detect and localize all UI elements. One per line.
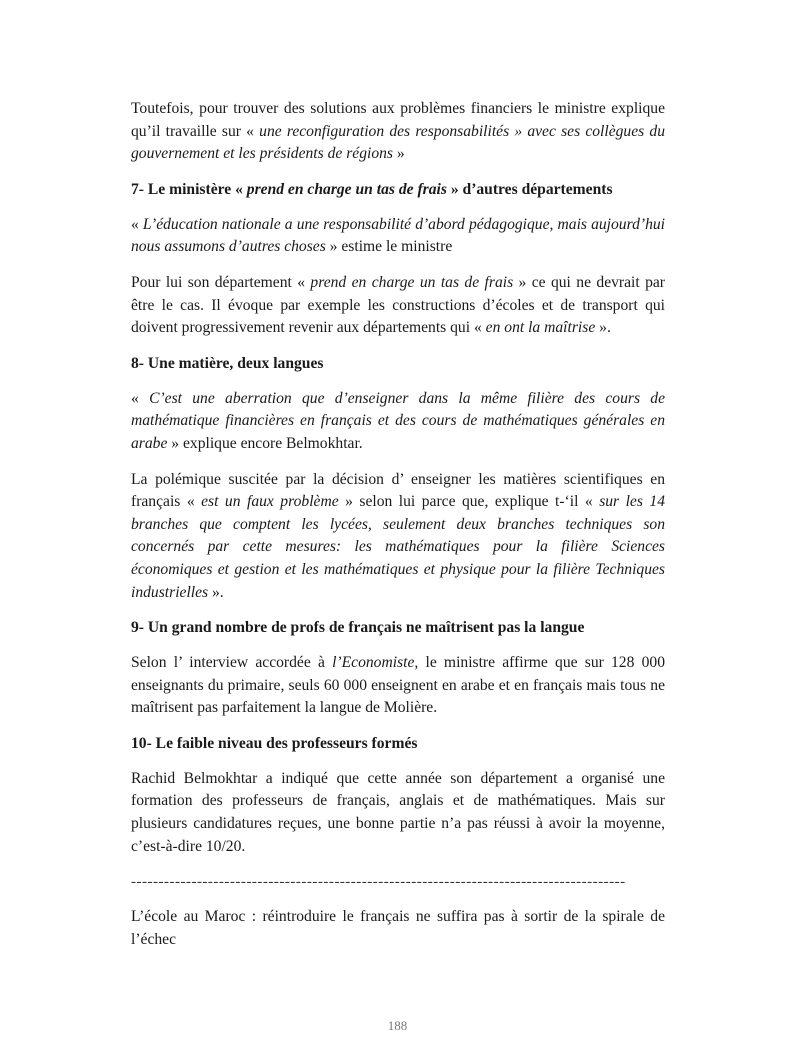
section-8-quote: « C’est une aberration que d’enseigner dans la même filière des cours de mathématique financières en français et des cours de mathématiques générales en arabe » explique encore Belmokhtar.	[131, 389, 665, 452]
section-7-heading: 7- Le ministère « prend en charge un tas de frais » d’autres départements	[131, 180, 613, 198]
section-9-paragraph: Selon l’ interview accordée à l’Economiste, le ministre affirme que sur 128 000 enseignants du primaire, seuls 60 000 enseignent en arabe et en français mais tous ne maîtrisent pas parfaitement la langue de Molière.	[131, 654, 665, 717]
section-10-heading: 10- Le faible niveau des professeurs formés	[131, 734, 418, 752]
page-number: 188	[387, 1018, 408, 1033]
section-8-heading: 8- Une matière, deux langues	[131, 354, 324, 372]
section-7-paragraph: Pour lui son département « prend en charge un tas de frais » ce qui ne devrait par être le cas. Il évoque par exemple les constructions d’écoles et de transport qui doivent progressivement revenir aux départements qui « en ont la maîtrise ».	[131, 273, 665, 337]
separator-line: ------------------------------------------------------------------------------------------	[131, 874, 626, 891]
section-10-paragraph: Rachid Belmokhtar a indiqué que cette année son département a organisé une formation des professeurs de français, anglais et de mathématiques. Mais sur plusieurs candidatures reçues, une bonne partie n’a pas réussi à avoir la moyenne, c’est-à-dire 10/20.	[131, 769, 665, 855]
section-8-paragraph: La polémique suscitée par la décision d’ enseigner les matières scientifiques en français « est un faux problème » selon lui parce que, explique t-‘il « sur les 14 branches que comptent les lycées, seulement deux branches techniques son concernés par cette mesures: les mathématiques pour la filière Sciences économiques et gestion et les mathématiques et physique pour la filière Techniques industrielles ».	[131, 470, 665, 601]
closing-title: L’école au Maroc : réintroduire le français ne suffira pas à sortir de la spirale de l’échec	[131, 908, 665, 948]
section-7-quote: « L’éducation nationale a une responsabilité d’abord pédagogique, mais aujourd’hui nous assumons d’autres choses » estime le ministre	[131, 215, 665, 256]
section-9-heading: 9- Un grand nombre de profs de français ne maîtrisent pas la langue	[131, 619, 585, 637]
intro-paragraph: Toutefois, pour trouver des solutions aux problèmes financiers le ministre explique qu’il travaille sur « une reconfiguration des responsabilités » avec ses collègues du gouvernement et les présidents de régions »	[131, 100, 665, 163]
document-page	[131, 98, 665, 964]
